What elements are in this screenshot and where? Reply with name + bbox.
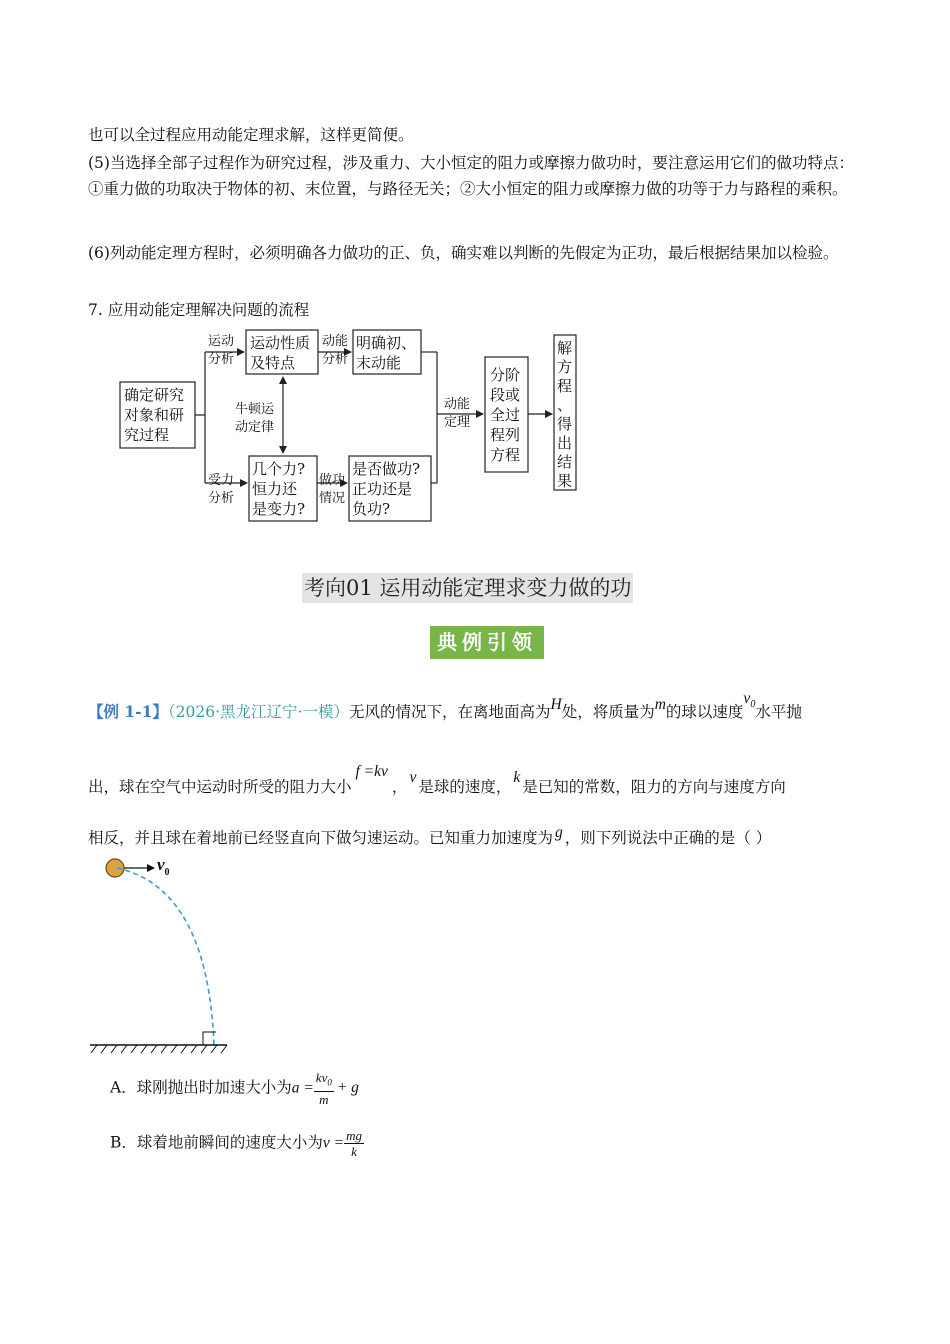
example-text: ，则下列说法中正确的是（ ）: [564, 829, 772, 847]
choice-b[interactable]: [110, 1128, 364, 1159]
flow-text-solve-6: 出: [557, 434, 573, 452]
choice-a-text: A．球刚抛出时加速大小为: [110, 1078, 292, 1097]
ball-icon: [106, 859, 124, 877]
flowchart-diagram: [110, 325, 610, 525]
flow-text-stage-3: 全过: [490, 406, 521, 424]
ground-hatch: [91, 1045, 227, 1053]
choice-b-lhs: v =: [322, 1134, 345, 1152]
flow-text-start-2: 对象和研: [124, 406, 185, 424]
flow-text-solve-1: 解: [557, 339, 573, 357]
example-source: （2026·黑龙江辽宁·一模）: [167, 703, 349, 721]
label-v0: $v_0$: [157, 855, 170, 878]
flow-label-motion-1: 运动: [208, 334, 235, 349]
flow-text-force-3: 是变力?: [252, 500, 306, 518]
flow-text-solve-3: 程: [557, 377, 573, 395]
example-text: 是球的速度，: [418, 778, 512, 796]
flow-text-stage-2: 段或: [490, 386, 521, 404]
choice-a-fraction: $\frac{kv_0}{m}$: [315, 1070, 332, 1107]
flow-text-work-2: 正功还是: [352, 480, 413, 498]
symbol-g: g: [555, 824, 563, 841]
example-line-1: [88, 690, 802, 724]
flow-text-solve-7: 结: [557, 453, 573, 471]
example-text: 相反，并且球在着地前已经竖直向下做匀速运动。已知重力加速度为: [88, 829, 554, 847]
choice-a-tail: + g: [336, 1079, 359, 1097]
flow-label-theorem-2: 定理: [444, 415, 471, 430]
example-text: 的球以速度: [665, 703, 744, 721]
flow-text-start-1: 确定研究: [124, 386, 185, 404]
symbol-f-eq: f =kv: [355, 763, 388, 780]
flow-text-ke-2: 末动能: [356, 354, 402, 372]
flow-label-newton-2: 动定律: [235, 420, 275, 435]
flow-text-stage-1: 分阶: [490, 366, 521, 384]
flow-label-newton-1: 牛顿运: [235, 402, 275, 417]
flow-label-work-2: 情况: [319, 491, 346, 506]
paragraph-point-5: (5)当选择全部子过程作为研究过程，涉及重力、大小恒定的阻力或摩擦力做功时，要注意运用它们的做功特点：①重力做的功取决于物体的初、末位置，与路径无关；②大小恒定的阻力或摩擦力做的功等于力与路程的乘积。: [88, 154, 854, 198]
flow-text-start-3: 究过程: [124, 426, 170, 444]
flow-label-work-1: 做功: [319, 473, 346, 488]
trajectory-path: [117, 868, 214, 1045]
symbol-m: m: [654, 696, 666, 713]
flow-label-force-1: 受力: [208, 473, 235, 488]
flow-label-ke-2: 分析: [322, 352, 349, 367]
example-text: 无风的情况下，在离地面高为: [348, 703, 551, 721]
flow-text-solve-4: 、: [557, 396, 573, 414]
example-text: 出，球在空气中运动时所受的阻力大小: [88, 778, 352, 796]
trajectory-figure: [85, 850, 245, 1060]
example-line-2: [88, 763, 786, 797]
paragraph-intro: 也可以全过程应用动能定理求解，这样更简便。: [88, 126, 414, 144]
choice-a[interactable]: [110, 1070, 359, 1107]
velocity-arrowhead-icon: [147, 864, 155, 872]
flow-label-theorem-1: 动能: [444, 397, 471, 412]
flow-label-motion-2: 分析: [208, 352, 235, 367]
choice-b-fraction: $\frac{mg}{k}$: [346, 1128, 363, 1159]
choice-a-lhs: a =: [291, 1079, 314, 1097]
example-text: 水平抛: [755, 703, 802, 721]
flow-text-solve-5: 得: [557, 415, 573, 433]
flow-text-work-1: 是否做功?: [352, 460, 421, 478]
symbol-H: H: [550, 696, 562, 713]
symbol-v: v: [409, 769, 417, 786]
flow-text-ke-1: 明确初、: [356, 334, 417, 352]
example-badge: 典例引领: [430, 626, 544, 659]
flow-text-force-1: 几个力?: [252, 460, 306, 478]
choice-b-text: B．球着地前瞬间的速度大小为: [110, 1133, 323, 1152]
symbol-k: k: [513, 769, 521, 786]
flow-text-motion-2: 及特点: [250, 354, 296, 372]
paragraph-heading-7: 7. 应用动能定理解决问题的流程: [88, 301, 310, 319]
flow-text-stage-5: 方程: [490, 446, 521, 464]
flow-label-force-2: 分析: [208, 491, 235, 506]
example-text: 是已知的常数，阻力的方向与速度方向: [522, 778, 786, 796]
example-line-3: [88, 826, 771, 848]
example-text: 处，将质量为: [561, 703, 655, 721]
example-tag: 【例 1-1】: [88, 702, 168, 721]
flow-label-ke-1: 动能: [322, 334, 349, 349]
flow-text-solve-2: 方: [557, 358, 573, 376]
paragraph-point-6: (6)列动能定理方程时，必须明确各力做功的正、负，确实难以判断的先假定为正功，最后根据结果加以检验。: [88, 244, 839, 262]
flow-text-work-3: 负功?: [352, 500, 391, 518]
example-text: ，: [391, 778, 408, 796]
flow-text-motion-1: 运动性质: [250, 334, 311, 352]
section-title: 考向01 运用动能定理求变力做的功: [302, 573, 633, 603]
flow-text-stage-4: 程列: [490, 426, 521, 444]
flow-text-solve-8: 果: [557, 472, 573, 490]
flow-text-force-2: 恒力还: [252, 480, 298, 498]
symbol-v0: $v_0$: [743, 690, 756, 711]
